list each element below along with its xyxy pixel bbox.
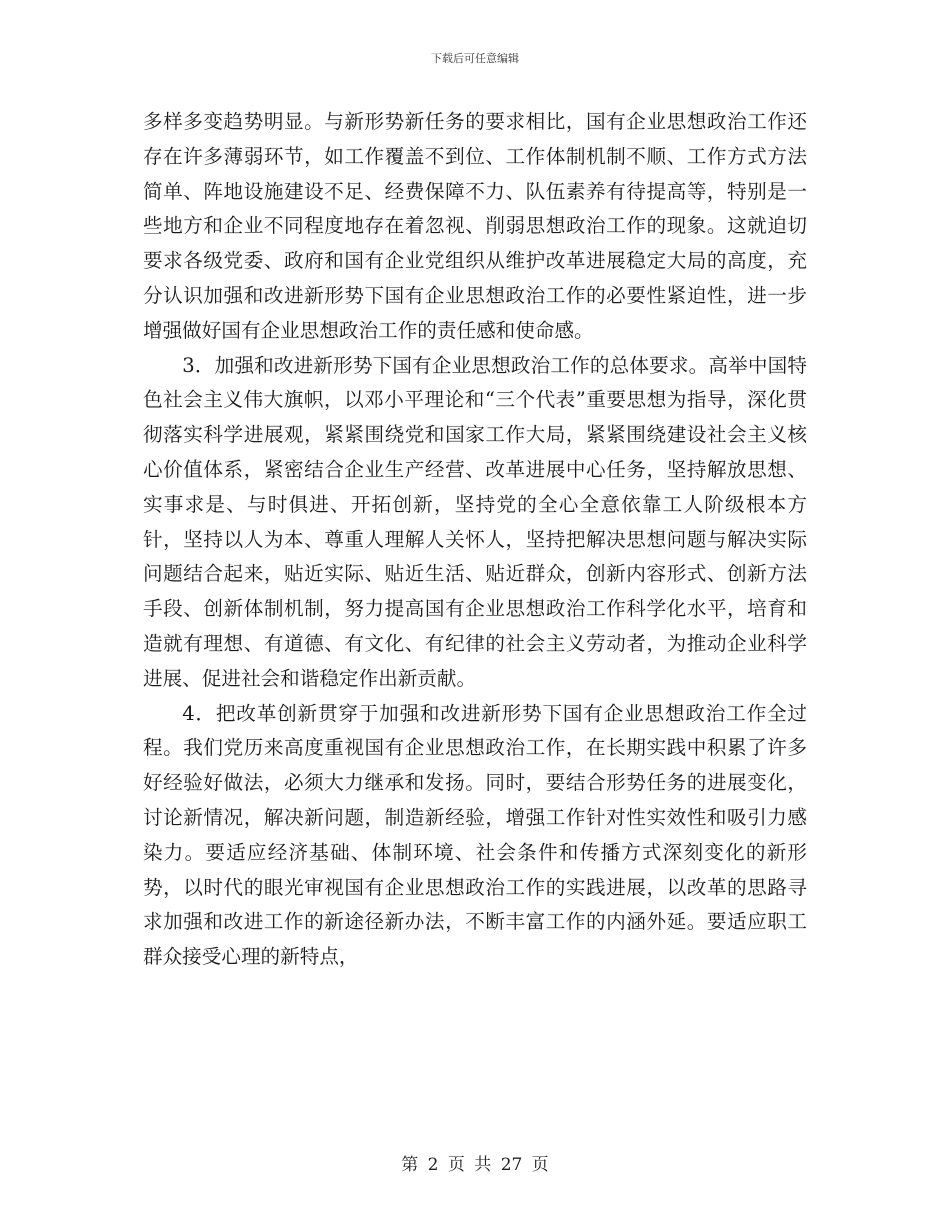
- document-body: [143, 105, 807, 975]
- paragraph-2: 3．加强和改进新形势下国有企业思想政治工作的总体要求。高举中国特色社会主义伟大旗帜，以邓小平理论和“三个代表”重要思想为指导，深化贯彻落实科学进展观，紧紧围绕党和国家工作大局，紧紧围绕建设社会主义核心价值体系，紧密结合企业生产经营、改革进展中心任务，坚持解放思想、实事求是、与时俱进、开拓创新，坚持党的全心全意依靠工人阶级根本方针，坚持以人为本、尊重人理解人关怀人，坚持把解决思想问题与解决实际问题结合起来，贴近实际、贴近生活、贴近群众，创新内容形式、创新方法手段、创新体制机制，努力提高国有企业思想政治工作科学化水平，培育和造就有理想、有道德、有文化、有纪律的社会主义劳动者，为推动企业科学进展、促进社会和谐稳定作出新贡献。: [143, 353, 807, 690]
- paragraph-3: 4．把改革创新贯穿于加强和改进新形势下国有企业思想政治工作全过程。我们党历来高度重视国有企业思想政治工作，在长期实践中积累了许多好经验好做法，必须大力继承和发扬。同时，要结合形势任务的进展变化，讨论新情况，解决新问题，制造新经验，增强工作针对性实效性和吸引力感染力。要适应经济基础、体制环境、社会条件和传播方式深刻变化的新形势，以时代的眼光审视国有企业思想政治工作的实践进展，以改革的思路寻求加强和改进工作的新途径新办法，不断丰富工作的内涵外延。要适应职工群众接受心理的新特点，: [143, 701, 807, 969]
- paragraph-1: 多样多变趋势明显。与新形势新任务的要求相比，国有企业思想政治工作还存在许多薄弱环节，如工作覆盖不到位、工作体制机制不顺、工作方式方法简单、阵地设施建设不足、经费保障不力、队伍素养有待提高等，特别是一些地方和企业不同程度地存在着忽视、削弱思想政治工作的现象。这就迫切要求各级党委、政府和国有企业党组织从维护改革进展稳定大局的高度，充分认识加强和改进新形势下国有企业思想政治工作的必要性紧迫性，进一步增强做好国有企业思想政治工作的责任感和使命感。: [143, 110, 807, 342]
- page-number-footer: 第 2 页 共 27 页: [401, 1155, 549, 1175]
- page-header: 下载后可任意编辑: [431, 52, 519, 65]
